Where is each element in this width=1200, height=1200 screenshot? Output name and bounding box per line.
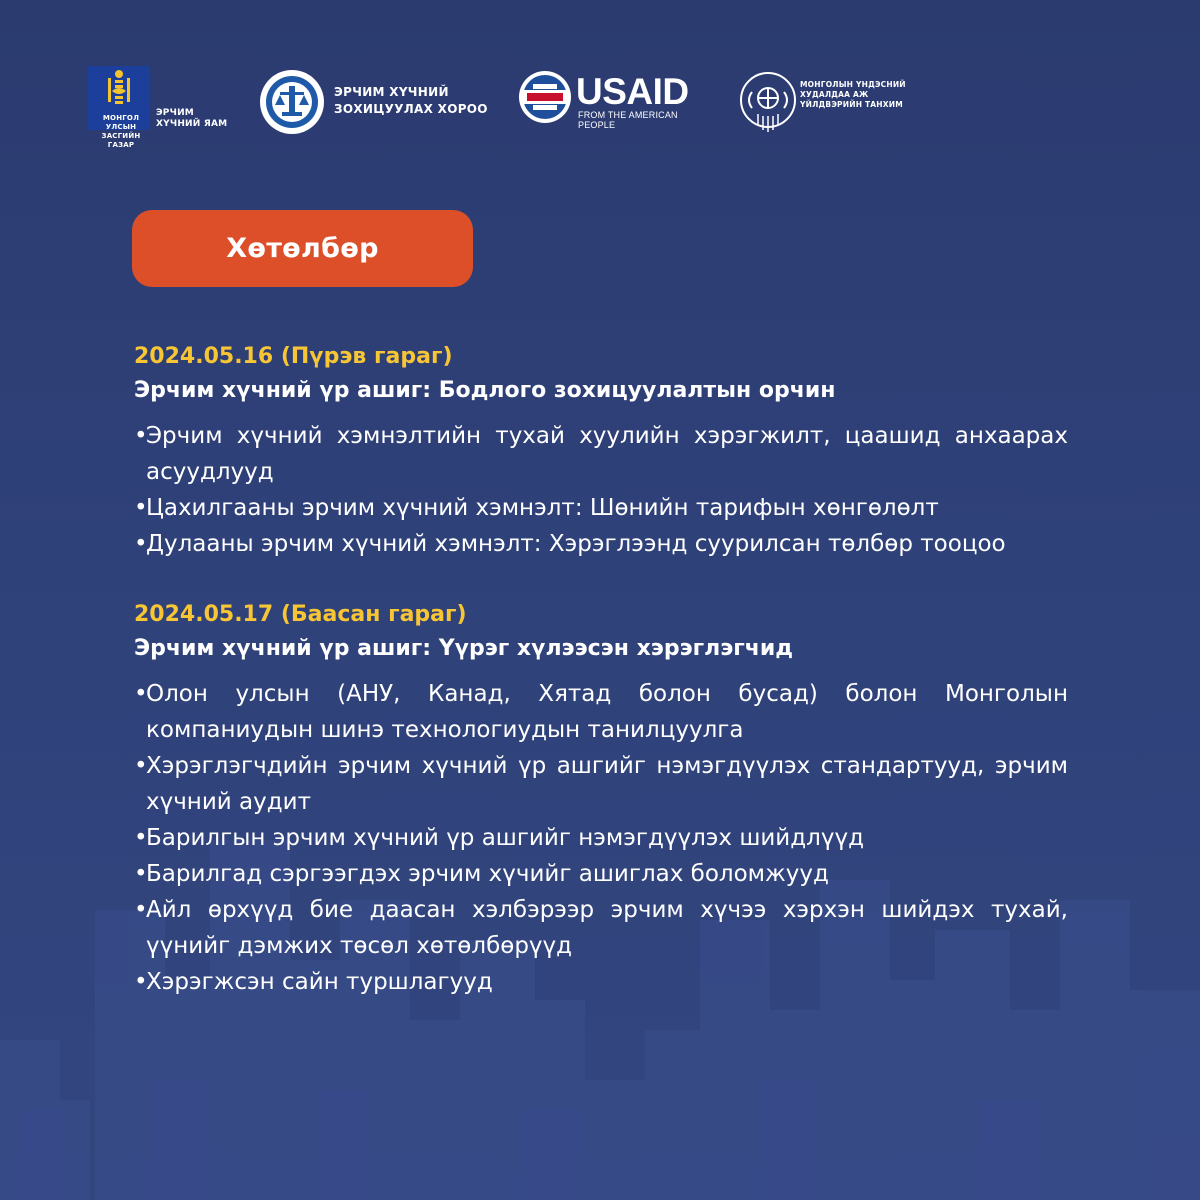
day-date: 2024.05.16 (Пүрэв гараг) bbox=[134, 344, 453, 369]
usaid-seal-icon bbox=[518, 70, 572, 124]
day-title: Эрчим хүчний үр ашиг: Бодлого зохицуулалтын орчин bbox=[134, 378, 836, 403]
usaid-logo bbox=[518, 62, 708, 142]
regulatory-commission-name bbox=[334, 84, 494, 118]
regulatory-commission-name-line1: ЭРЧИМ ХҮЧНИЙ bbox=[334, 85, 449, 99]
list-item bbox=[134, 748, 1068, 820]
usaid-brand-text: USAID bbox=[576, 71, 689, 112]
list-item bbox=[134, 964, 1068, 1000]
ministry-name: ЭРЧИМ ХҮЧНИЙ ЯАМ bbox=[156, 108, 228, 129]
list-item-text: • Цахилгааны эрчим хүчний хэмнэлт: Шөнийн тарифын хөнгөлөлт bbox=[146, 495, 939, 521]
list-item-text: • Барилгын эрчим хүчний үр ашгийг нэмэгдүүлэх шийдлүүд bbox=[146, 825, 864, 851]
program-button[interactable]: Хөтөлбөр bbox=[132, 210, 473, 287]
list-item-text: • Эрчим хүчний хэмнэлтийн тухай хуулийн хэрэгжилт, цаашид анхаарах асуудлууд bbox=[146, 423, 1068, 485]
regulatory-commission-seal-icon bbox=[258, 68, 326, 136]
list-item bbox=[134, 820, 1068, 856]
list-item-text: • Дулааны эрчим хүчний хэмнэлт: Хэрэглээнд суурилсан төлбөр тооцоо bbox=[146, 531, 1006, 557]
chamber-of-commerce-name: МОНГОЛЫН ҮНДЭСНИЙ ХУДАЛДАА АЖ ҮЙЛДВЭРИЙН ТАНХИМ bbox=[800, 80, 906, 109]
ministry-emblem-caption: МОНГОЛ УЛСЫН ЗАСГИЙН ГАЗАР bbox=[101, 114, 141, 149]
day-date: 2024.05.17 (Баасан гараг) bbox=[134, 602, 467, 627]
chamber-of-commerce-seal-icon bbox=[738, 70, 798, 134]
day-section-2 bbox=[134, 598, 1068, 1000]
day-title: Эрчим хүчний үр ашиг: Үүрэг хүлээсэн хэрэглэгчид bbox=[134, 636, 794, 661]
ministry-of-energy-logo bbox=[86, 62, 256, 149]
mongolian-chamber-of-commerce-logo bbox=[738, 62, 908, 142]
day-topics-list bbox=[134, 676, 1068, 1000]
partner-logos bbox=[86, 62, 906, 149]
list-item bbox=[134, 856, 1068, 892]
list-item bbox=[134, 526, 1068, 562]
list-item bbox=[134, 892, 1068, 964]
energy-regulatory-commission-logo bbox=[258, 62, 488, 142]
regulatory-commission-name-line2: ЗОХИЦУУЛАХ ХОРОО bbox=[334, 102, 488, 116]
list-item-text: • Айл өрхүүд бие даасан хэлбэрээр эрчим хүчээ хэрхэн шийдэх тухай, үүнийг дэмжих төсөл хөтөлбөрүүд bbox=[146, 897, 1068, 959]
list-item bbox=[134, 490, 1068, 526]
soyombo-icon bbox=[88, 66, 150, 110]
list-item bbox=[134, 676, 1068, 748]
day-section-1 bbox=[134, 340, 1068, 562]
program-schedule bbox=[134, 340, 1068, 1018]
list-item-text: • Хэрэгжсэн сайн туршлагууд bbox=[146, 969, 493, 995]
list-item-text: • Барилгад сэргээгдэх эрчим хүчийг ашиглах боломжууд bbox=[146, 861, 829, 887]
list-item-text: • Олон улсын (АНУ, Канад, Хятад болон бусад) болон Монголын компаниудын шинэ технологиудын танилцуулга bbox=[146, 681, 1068, 743]
mongolia-government-emblem bbox=[88, 66, 150, 149]
list-item-text: • Хэрэглэгчдийн эрчим хүчний үр ашгийг нэмэгдүүлэх стандартууд, эрчим хүчний аудит bbox=[146, 753, 1068, 815]
day-topics-list bbox=[134, 418, 1068, 562]
usaid-tagline: FROM THE AMERICAN PEOPLE bbox=[578, 110, 678, 130]
list-item bbox=[134, 418, 1068, 490]
